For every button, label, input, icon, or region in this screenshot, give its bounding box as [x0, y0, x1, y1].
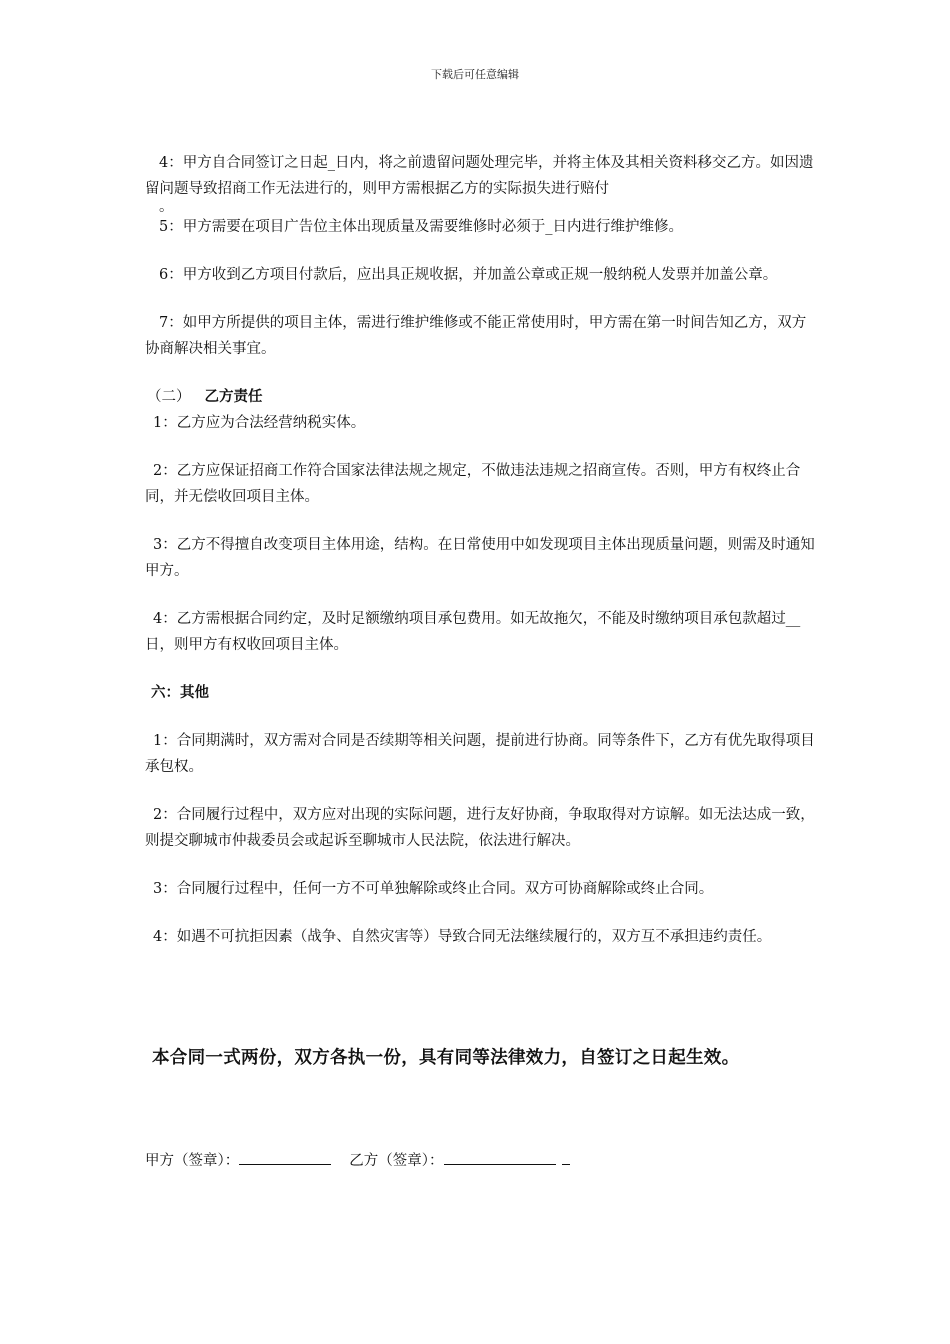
section-2-number: （二） — [147, 389, 191, 405]
party-b-signature-line-end — [562, 1148, 570, 1165]
party-b-signature-line — [444, 1148, 556, 1165]
clause-a6: 6：甲方收到乙方项目付款后，应出具正规收据，并加盖公章或正规一般纳税人发票并加盖公章。 — [159, 267, 778, 283]
clause-b4: 4：乙方需根据合同约定，及时足额缴纳项目承包费用。如无故拖欠，不能及时缴纳项目承包款超过__日，则甲方有权收回项目主体。 — [145, 611, 801, 653]
clause-c1: 1：合同期满时，双方需对合同是否续期等相关问题，提前进行协商。同等条件下，乙方有优先取得项目承包权。 — [145, 733, 815, 775]
party-a-signature-line — [239, 1148, 331, 1165]
clause-c3: 3：合同履行过程中，任何一方不可单独解除或终止合同。双方可协商解除或终止合同。 — [153, 881, 714, 897]
clause-c2: 2：合同履行过程中，双方应对出现的实际问题，进行友好协商，争取取得对方谅解。如无法达成一致，则提交聊城市仲裁委员会或起诉至聊城市人民法院，依法进行解决。 — [145, 807, 815, 849]
party-a-signature-label: 甲方（签章）： — [145, 1153, 240, 1169]
clause-b1: 1：乙方应为合法经营纳税实体。 — [153, 415, 366, 431]
clause-a7: 7：如甲方所提供的项目主体，需进行维护维修或不能正常使用时，甲方需在第一时间告知乙方，双方协商解决相关事宜。 — [145, 315, 807, 357]
signature-row — [145, 1148, 570, 1170]
clause-a4-tail: 。 — [159, 199, 174, 215]
clause-a5: 5：甲方需要在项目广告位主体出现质量及需要维修时必须于_日内进行维护维修。 — [159, 219, 683, 235]
page-header: 下载后可任意编辑 — [431, 68, 519, 81]
clause-b3: 3：乙方不得擅自改变项目主体用途，结构。在日常使用中如发现项目主体出现质量问题，则需及时通知甲方。 — [145, 537, 815, 579]
section-6-heading: 六：其他 — [151, 684, 209, 701]
party-b-signature-label: 乙方（签章）： — [349, 1153, 444, 1169]
clause-c4: 4：如遇不可抗拒因素（战争、自然灾害等）导致合同无法继续履行的，双方互不承担违约责任。 — [153, 929, 772, 945]
document-body — [145, 150, 815, 950]
section-2-heading — [145, 384, 815, 410]
clause-a4: 4：甲方自合同签订之日起_日内，将之前遗留问题处理完毕，并将主体及其相关资料移交乙方。如因遗留问题导致招商工作无法进行的，则甲方需根据乙方的实际损失进行赔付 — [145, 155, 814, 197]
section-2-title: 乙方责任 — [204, 388, 263, 405]
closing-statement: 本合同一式两份，双方各执一份，具有同等法律效力，自签订之日起生效。 — [152, 1048, 740, 1068]
clause-b2: 2：乙方应保证招商工作符合国家法律法规之规定，不做违法违规之招商宣传。否则，甲方有权终止合同，并无偿收回项目主体。 — [145, 463, 801, 505]
